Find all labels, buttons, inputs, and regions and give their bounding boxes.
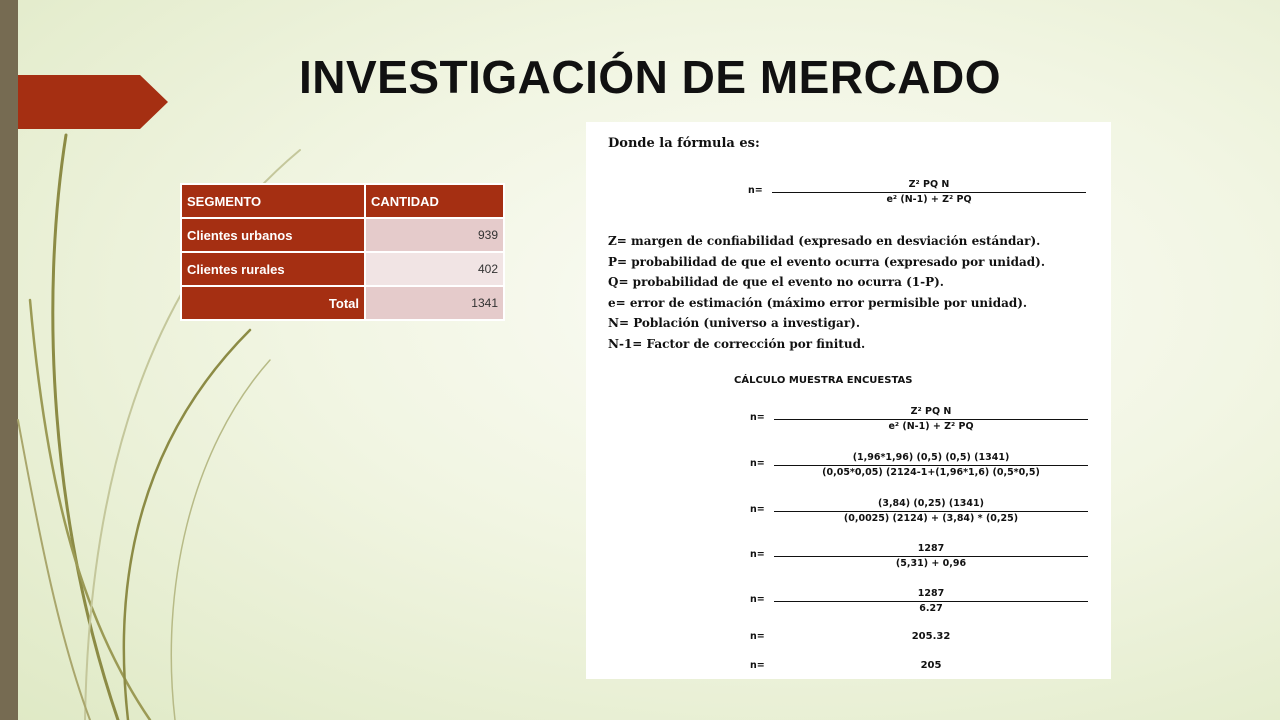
definitions-list (608, 231, 1045, 354)
header-segmento: SEGMENTO (181, 184, 365, 218)
formula-image-panel (586, 122, 1111, 679)
decorative-stems (0, 0, 320, 720)
table-row (181, 218, 504, 252)
row-label: Clientes rurales (181, 252, 365, 286)
calc-step-label: n= (750, 594, 765, 605)
table-row (181, 252, 504, 286)
definition-item: P= probabilidad de que el evento ocurra (expresado por unidad). (608, 254, 1045, 269)
calc-step-denominator: (5,31) + 0,96 (895, 558, 967, 569)
formula-denominator: e² (N-1) + Z² PQ (886, 194, 972, 205)
page-title: INVESTIGACIÓN DE MERCADO (298, 51, 1002, 103)
definition-item: N= Población (universo a investigar). (608, 316, 860, 330)
calc-step-value: 205 (920, 660, 942, 671)
calc-step-numerator: (3,84) (0,25) (1341) (774, 498, 1088, 512)
calc-step-denominator: (0,05*0,05) (2124-1+(1,96*1,6) (0,5*0,5) (822, 467, 1040, 478)
calc-step-label: n= (750, 412, 765, 423)
row-value: 402 (365, 252, 504, 286)
header-cantidad: CANTIDAD (365, 184, 504, 218)
definition-item: Q= probabilidad de que el evento no ocurra (1-P). (608, 275, 944, 289)
row-value: 939 (365, 218, 504, 252)
row-label: Total (181, 286, 365, 320)
calc-step-label: n= (750, 631, 765, 642)
definition-item: e= error de estimación (máximo error permisible por unidad). (608, 295, 1028, 310)
definition-item: N-1= Factor de corrección por finitud. (608, 336, 866, 351)
row-value: 1341 (365, 286, 504, 320)
formula-intro: Donde la fórmula es: (608, 136, 760, 151)
calc-step-value: 205.32 (911, 631, 951, 642)
calc-step-label: n= (750, 549, 765, 560)
formula-label: n= (748, 185, 763, 196)
table-header-row (181, 184, 504, 218)
calc-step-denominator: 6.27 (919, 603, 943, 614)
table-row-total (181, 286, 504, 320)
calc-step-numerator: 1287 (774, 543, 1088, 557)
formula-numerator: Z² PQ N (772, 179, 1086, 193)
calc-step-numerator: (1,96*1,96) (0,5) (0,5) (1341) (774, 452, 1088, 466)
calc-step-numerator: 1287 (774, 588, 1088, 602)
calc-step-denominator: e² (N-1) + Z² PQ (888, 421, 974, 432)
definition-item: Z= margen de confiabilidad (expresado en desviación estándar). (608, 234, 1041, 248)
segment-table (180, 183, 505, 321)
calc-step-denominator: (0,0025) (2124) + (3,84) * (0,25) (843, 513, 1019, 524)
calc-title: CÁLCULO MUESTRA ENCUESTAS (734, 375, 913, 386)
calc-step-label: n= (750, 660, 765, 671)
calc-step-numerator: Z² PQ N (774, 406, 1088, 420)
calc-step-label: n= (750, 504, 765, 515)
row-label: Clientes urbanos (181, 218, 365, 252)
calc-step-label: n= (750, 458, 765, 469)
